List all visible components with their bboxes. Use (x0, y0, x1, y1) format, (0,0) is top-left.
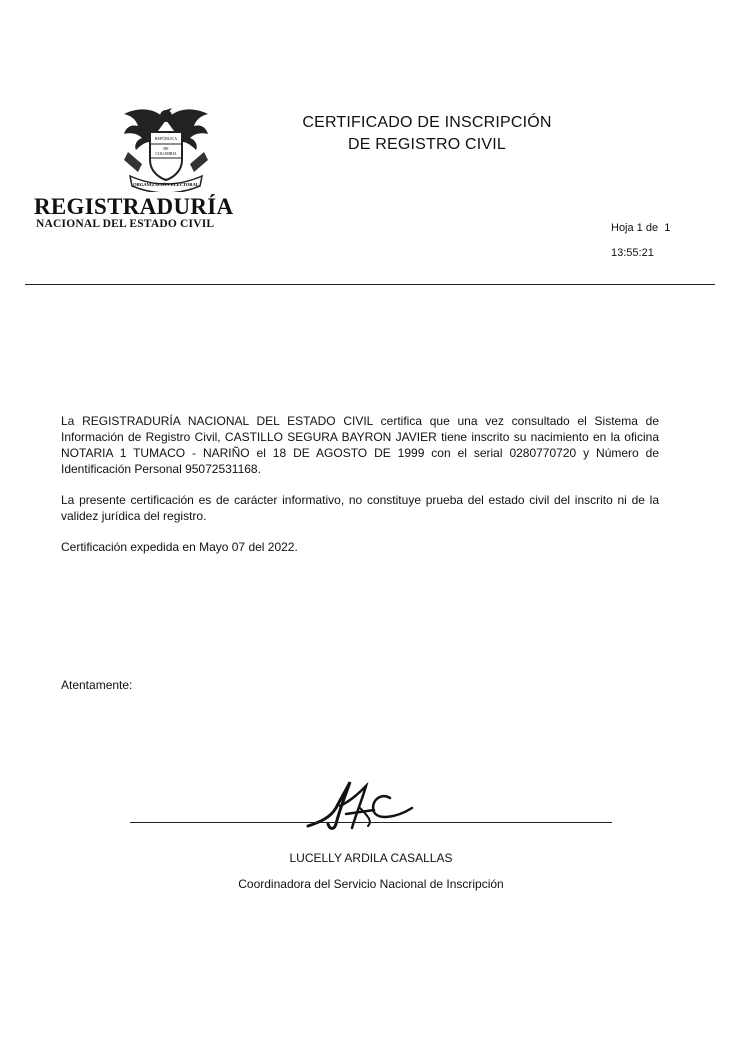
closing-text: Atentamente: (61, 678, 133, 692)
header-divider (25, 284, 715, 285)
certification-paragraph: La REGISTRADURÍA NACIONAL DEL ESTADO CIVIL certifica que una vez consultado el Sistema de Información de Registro Civil, CASTILLO SEGURA BAYRON JAVIER tiene inscrito su nacimiento en la oficina NOTARIA 1 TUMACO - NARIÑO el 18 DE AGOSTO DE 1999 con el serial 0280770720 y Número de Identificación Personal 95072531168. (61, 414, 659, 476)
signer-position: Coordinadora del Servicio Nacional de Inscripción (238, 877, 504, 891)
handwritten-signature (300, 778, 430, 834)
coat-of-arms-seal-icon (116, 102, 216, 192)
signature-line (130, 822, 612, 823)
seal-ribbon-text: ORGANIZACIÓN ELECTORAL (133, 182, 199, 187)
document-title-line1: CERTIFICADO DE INSCRIPCIÓN (302, 114, 552, 131)
page-total: 1 (664, 222, 671, 234)
seal-text-2: DE (163, 146, 169, 151)
seal-text-1: REPÚBLICA (154, 136, 178, 141)
signer-name: LUCELLY ARDILA CASALLAS (289, 851, 453, 865)
seal-text-3: COLOMBIA (155, 151, 177, 156)
issue-date-paragraph: Certificación expedida en Mayo 07 del 2022. (61, 540, 298, 554)
document-title-line2: DE REGISTRO CIVIL (347, 136, 507, 153)
page-indicator (611, 222, 670, 234)
time-stamp: 13:55:21 (611, 247, 654, 259)
registraduria-logo (34, 102, 234, 232)
logo-subtitle: NACIONAL DEL ESTADO CIVIL (36, 218, 215, 230)
disclaimer-paragraph: La presente certificación es de carácter informativo, no constituye prueba del estado civil del inscrito ni de la validez jurídica del registro. (61, 493, 659, 523)
logo-name: REGISTRADURÍA (34, 194, 234, 219)
page-label: Hoja 1 de (611, 222, 659, 234)
